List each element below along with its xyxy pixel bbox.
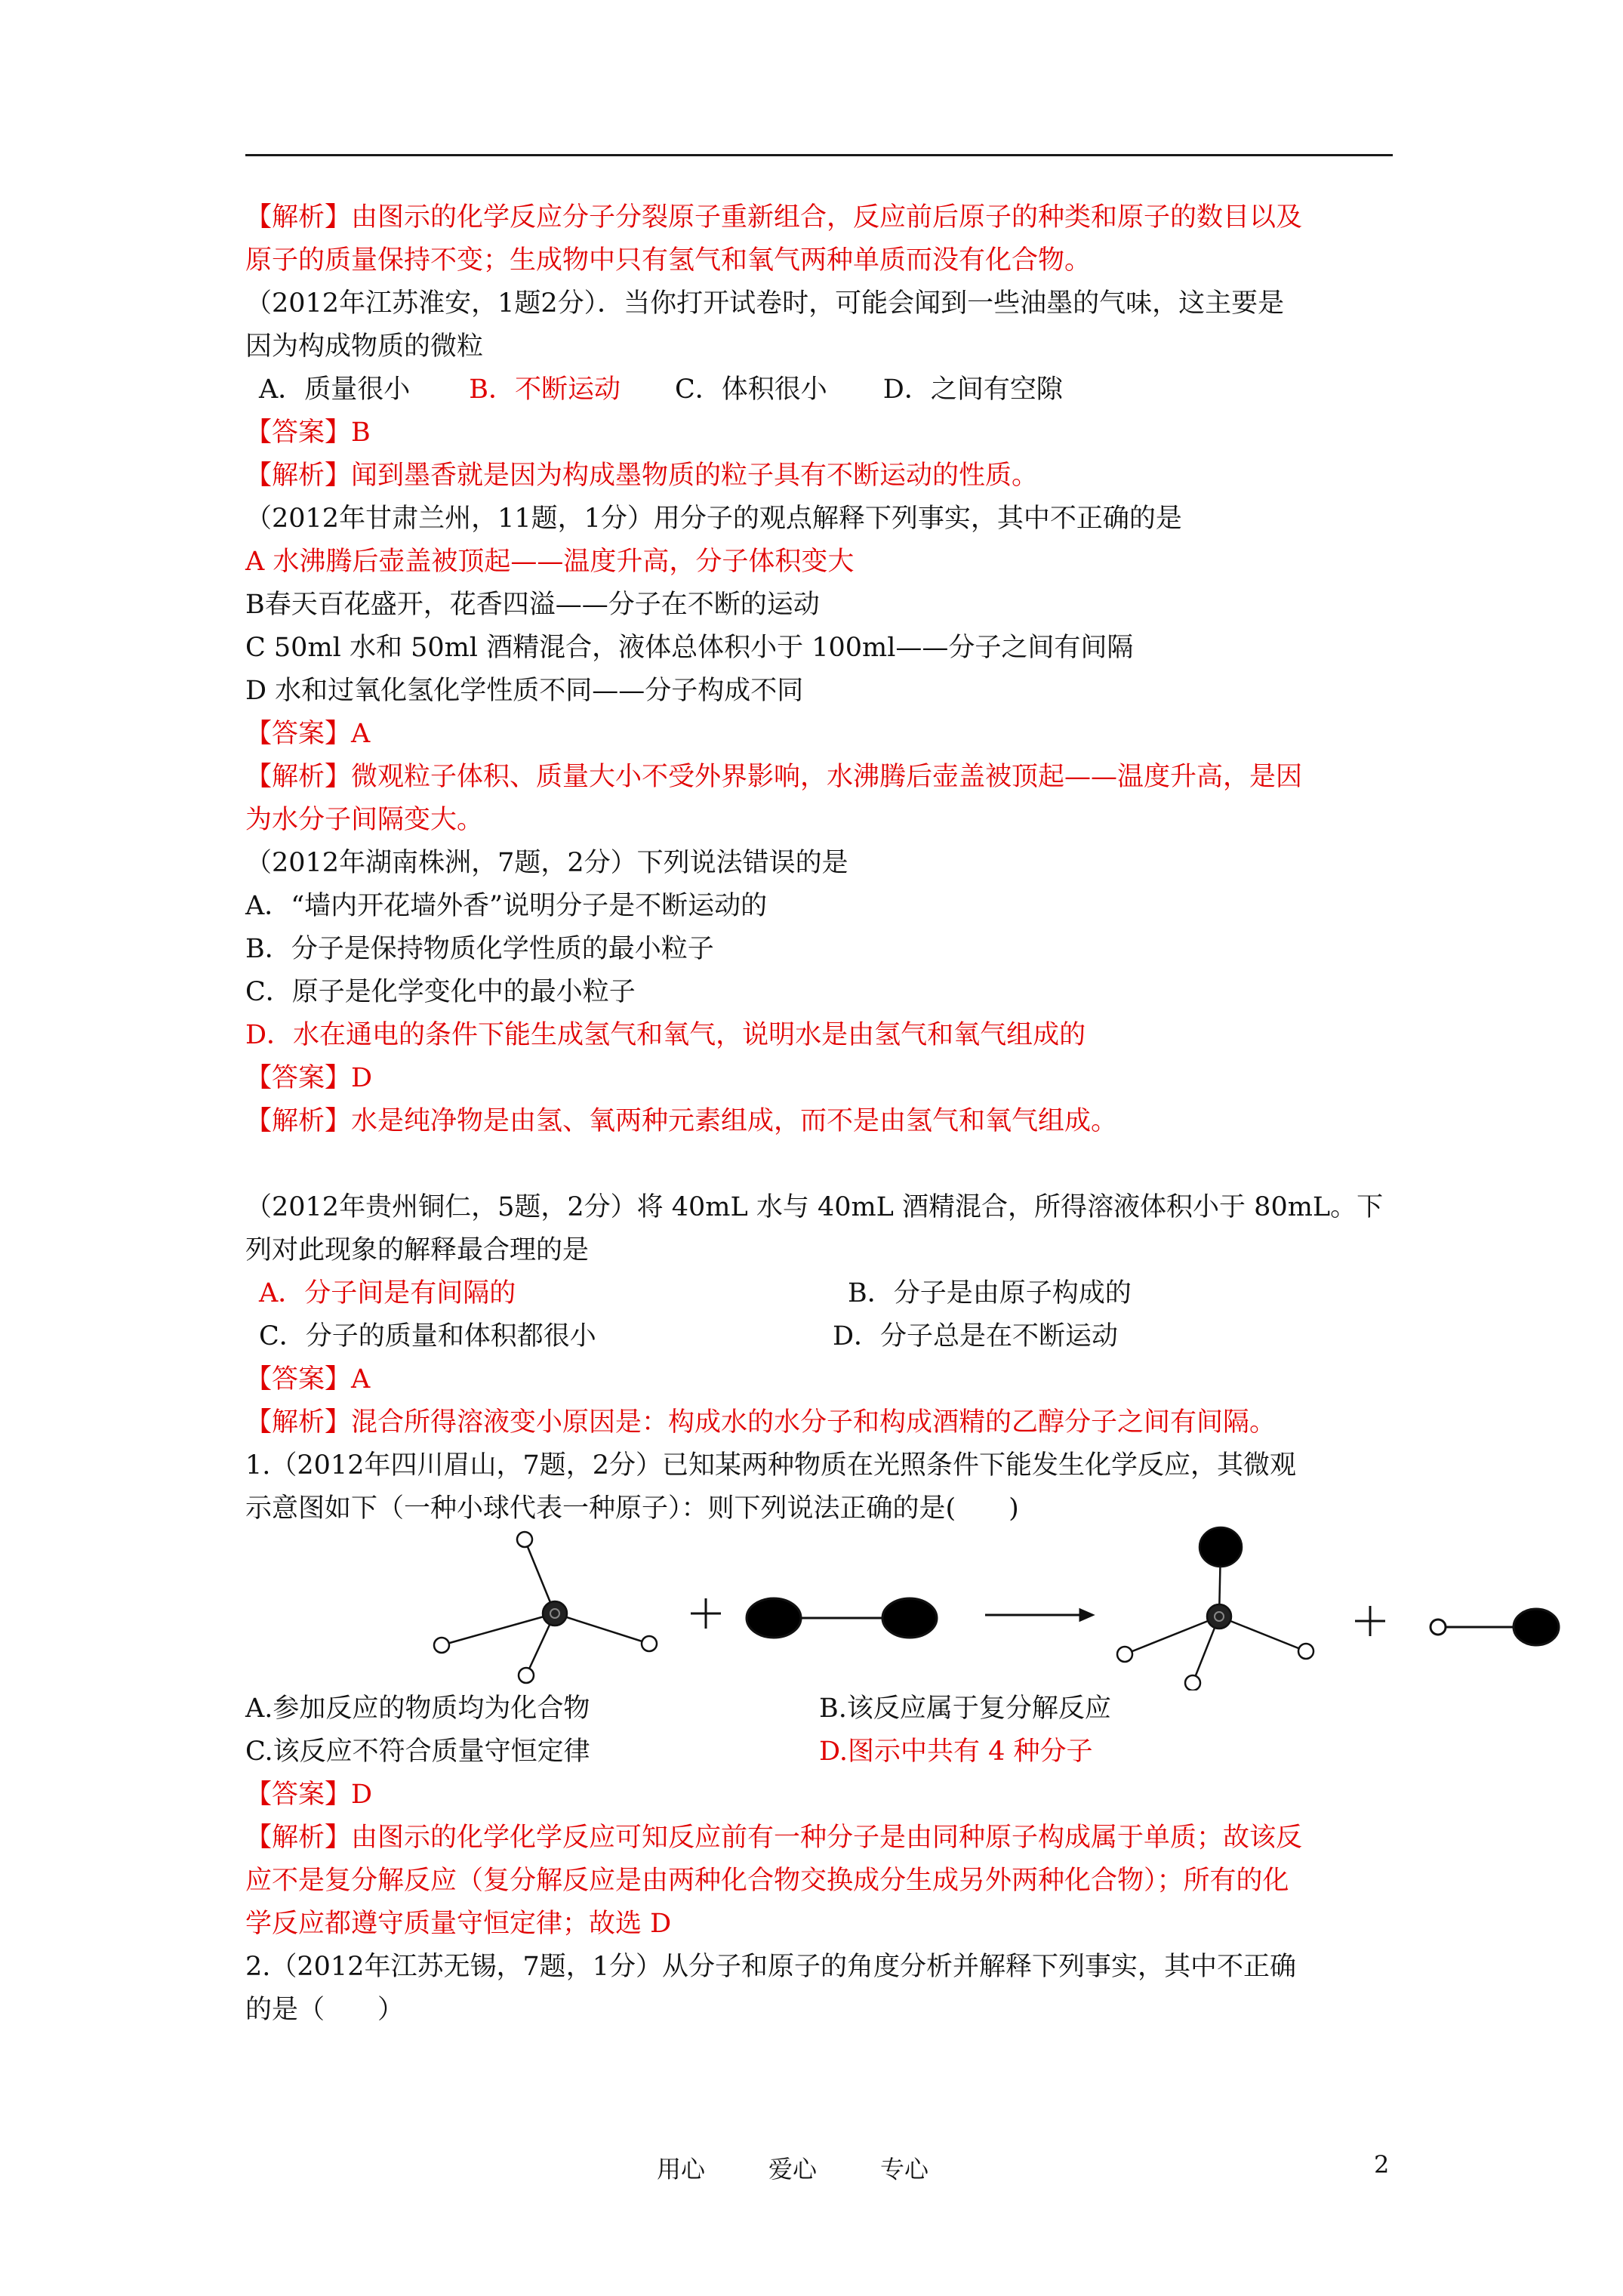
footer-text: 用心 <box>657 2155 706 2184</box>
text-line: 因为构成物质的微粒 <box>245 331 484 362</box>
header-rule <box>245 154 1393 156</box>
plus-sign-2 <box>1355 1606 1385 1636</box>
analysis-line: 为水分子间隔变大。 <box>245 805 484 835</box>
option-b: B．分子是保持物质化学性质的最小粒子 <box>245 934 714 964</box>
option-a: A.参加反应的物质均为化合物 <box>245 1693 590 1724</box>
reaction-diagram <box>245 1530 1393 1687</box>
question-huaian: （2012年江苏淮安，1题2分）．当你打开试卷时，可能会闻到一些油墨的气味，这主要是 <box>245 288 1285 319</box>
footer-text: 专心 <box>880 2155 929 2184</box>
product-molecule-2 <box>1431 1609 1559 1645</box>
reaction-arrow <box>985 1610 1092 1620</box>
answer-line: 【答案】D <box>245 1780 373 1810</box>
option-a-correct: A．分子间是有间隔的 <box>259 1278 516 1308</box>
answer-line: 【答案】A <box>245 719 371 749</box>
text-line: 【解析】由图示的化学反应分子分裂原子重新组合，反应前后原子的种类和原子的数目以及 <box>245 202 1303 233</box>
answer-line: 【答案】D <box>245 1063 373 1093</box>
analysis-line: 学反应都遵守质量守恒定律；故选 D <box>245 1909 672 1939</box>
option-d: D．之间有空隙 <box>882 374 1063 405</box>
analysis-line: 【解析】微观粒子体积、质量大小不受外界影响，水沸腾后壶盖被顶起——温度升高，是因 <box>245 762 1303 792</box>
options-row-huaian <box>245 368 1393 411</box>
question-wuxi: 2.（2012年江苏无锡，7题，1分）从分子和原子的角度分析并解释下列事实，其中不正确 <box>245 1952 1297 1982</box>
reactant-molecule-1 <box>434 1532 657 1683</box>
blank-line <box>245 1143 1393 1186</box>
option-c: C．原子是化学变化中的最小粒子 <box>245 977 636 1007</box>
analysis-line: 【解析】水是纯净物是由氢、氧两种元素组成，而不是由氢气和氧气组成。 <box>245 1106 1118 1136</box>
footer-text: 爱心 <box>768 2155 818 2184</box>
reactant-molecule-2 <box>747 1598 937 1638</box>
page-content <box>245 196 1393 2032</box>
option-d: D．分子总是在不断运动 <box>833 1321 1119 1351</box>
question-zhuzhou: （2012年湖南株洲，7题，2分）下列说法错误的是 <box>245 848 848 878</box>
option-a-correct: A 水沸腾后壶盖被顶起——温度升高，分子体积变大 <box>245 547 855 577</box>
page-number: 2 <box>1374 2150 1390 2179</box>
product-molecule-1 <box>1117 1527 1313 1690</box>
options-row-tongren-2 <box>245 1315 1393 1358</box>
analysis-line: 【解析】混合所得溶液变小原因是：构成水的水分子和构成酒精的乙醇分子之间有间隔。 <box>245 1407 1277 1438</box>
option-c: C．体积很小 <box>675 374 827 405</box>
option-c: C．分子的质量和体积都很小 <box>259 1321 596 1351</box>
analysis-line: 【解析】由图示的化学化学反应可知反应前有一种分子是由同种原子构成属于单质；故该反 <box>245 1823 1303 1853</box>
option-d: D 水和过氧化氢化学性质不同——分子构成不同 <box>245 676 804 706</box>
question-meishan: 1.（2012年四川眉山，7题，2分）已知某两种物质在光照条件下能发生化学反应，其微观 <box>245 1450 1297 1481</box>
option-b: B.该反应属于复分解反应 <box>819 1693 1111 1724</box>
option-b: B．分子是由原子构成的 <box>848 1278 1132 1308</box>
answer-line: 【答案】B <box>245 418 371 448</box>
reaction-svg <box>351 1524 1623 1690</box>
options-row-meishan-2 <box>245 1730 1393 1774</box>
answer-line: 【答案】A <box>245 1364 371 1395</box>
text-line: 的是（ ） <box>245 1995 405 2025</box>
option-a: A．“墙内开花墙外香”说明分子是不断运动的 <box>245 891 768 921</box>
option-c: C 50ml 水和 50ml 酒精混合，液体总体积小于 100ml——分子之间有间隔 <box>245 633 1134 663</box>
options-row-meishan-1 <box>245 1687 1393 1730</box>
analysis-line: 应不是复分解反应（复分解反应是由两种化合物交换成分生成另外两种化合物）；所有的化 <box>245 1866 1289 1896</box>
question-lanzhou: （2012年甘肃兰州，11题，1分）用分子的观点解释下列事实，其中不正确的是 <box>245 504 1182 534</box>
text-line: 原子的质量保持不变；生成物中只有氢气和氧气两种单质而没有化合物。 <box>245 245 1092 276</box>
text-line: 列对此现象的解释最合理的是 <box>245 1235 590 1265</box>
analysis-line: 【解析】闻到墨香就是因为构成墨物质的粒子具有不断运动的性质。 <box>245 461 1039 491</box>
option-a: A．质量很小 <box>259 374 411 405</box>
text-line: 示意图如下（一种小球代表一种原子）：则下列说法正确的是( ) <box>245 1493 1019 1524</box>
option-b: B春天百花盛开，花香四溢——分子在不断的运动 <box>245 590 820 620</box>
plus-sign-1 <box>691 1598 721 1629</box>
options-row-tongren-1 <box>245 1272 1393 1315</box>
option-b-correct: B．不断运动 <box>469 374 621 405</box>
question-tongren: （2012年贵州铜仁，5题，2分）将 40mL 水与 40mL 酒精混合，所得溶液体积小于 80mL。下 <box>245 1192 1384 1222</box>
page-footer <box>0 2150 1623 2188</box>
option-c: C.该反应不符合质量守恒定律 <box>245 1737 590 1767</box>
option-d-correct: D．水在通电的条件下能生成氢气和氧气，说明水是由氢气和氧气组成的 <box>245 1020 1086 1050</box>
option-d-correct: D.图示中共有 4 种分子 <box>819 1737 1093 1767</box>
